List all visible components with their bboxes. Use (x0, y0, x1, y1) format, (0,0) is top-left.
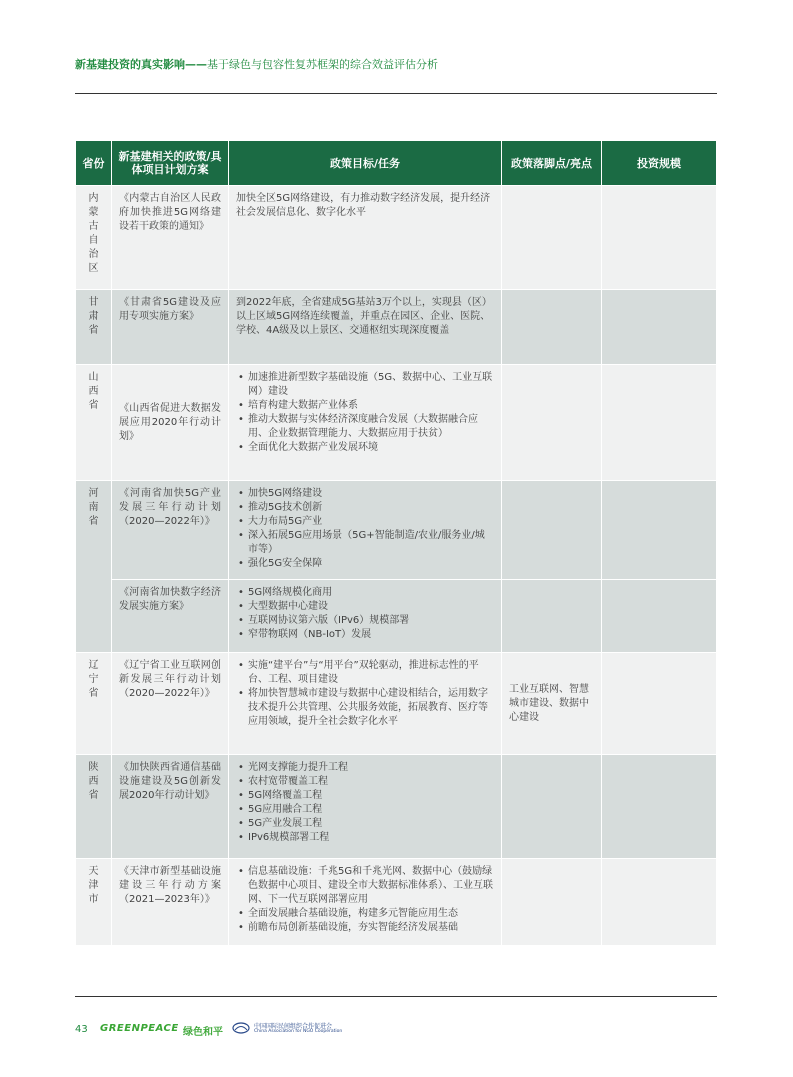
table-row (76, 186, 716, 289)
goal-item: • 实施“建平台”与“用平台”双轮驱动，推进标志性的平台、工程、项目建设 (236, 659, 494, 687)
goal-cell (229, 580, 501, 652)
table-row (76, 859, 716, 945)
page-number: 43 (75, 1024, 88, 1035)
policy-table (75, 140, 717, 946)
goal-item: • 全面优化大数据产业发展环境 (236, 441, 494, 455)
goal-item: • 加快5G网络建设 (236, 487, 494, 501)
province-cell: 河南省 (76, 481, 111, 652)
scale-cell (602, 365, 716, 480)
plan-cell: 《加快陕西省通信基础设施建设及5G创新发展2020年行动计划》 (112, 755, 228, 858)
header-goal: 政策目标/任务 (229, 141, 501, 185)
highlight-cell (502, 290, 601, 364)
table-row (76, 653, 716, 754)
goal-item: • 5G网络覆盖工程 (236, 789, 494, 803)
province-cell: 甘肃省 (76, 290, 111, 364)
goal-item: • 培育构建大数据产业体系 (236, 399, 494, 413)
header-plan: 新基建相关的政策/具体项目计划方案 (112, 141, 228, 185)
footer-divider (75, 996, 717, 997)
goal-item: • 5G网络规模化商用 (236, 586, 494, 600)
goal-item: • 推动大数据与实体经济深度融合发展（大数据融合应用、企业数据管理能力、大数据应用于扶贫） (236, 413, 494, 441)
goal-item: • 将加快智慧城市建设与数据中心建设相结合，运用数字技术提升公共管理、公共服务效能，拓展教育、医疗等应用领域，提升全社会数字化水平 (236, 687, 494, 729)
goal-item: • 信息基础设施：千兆5G和千兆光网、数据中心（鼓励绿色数据中心项目、建设全市大数据标准体系）、工业互联网、下一代互联网部署应用 (236, 865, 494, 907)
plan-cell: 《内蒙古自治区人民政府加快推进5G网络建设若干政策的通知》 (112, 186, 228, 289)
scale-cell (602, 859, 716, 945)
scale-cell (602, 290, 716, 364)
plan-cell: 《甘肃省5G建设及应用专项实施方案》 (112, 290, 228, 364)
header-title-bold: 新基建投资的真实影响—— (75, 58, 207, 71)
goal-item: • 窄带物联网（NB-IoT）发展 (236, 628, 494, 642)
goal-cell (229, 859, 501, 945)
scale-cell (602, 186, 716, 289)
goal-item: • 前瞻布局创新基础设施，夯实智能经济发展基础 (236, 921, 494, 935)
goal-item: • 强化5G安全保障 (236, 557, 494, 571)
scale-cell (602, 653, 716, 754)
table-header-row (76, 141, 716, 185)
goal-item: • 深入拓展5G应用场景（5G+智能制造/农业/服务业/城市等） (236, 529, 494, 557)
goal-item: • 5G产业发展工程 (236, 817, 494, 831)
highlight-cell (502, 186, 601, 289)
partner-name-cn: 中国国际民间组织合作促进会 (254, 1023, 333, 1030)
goal-item: • 全面发展融合基础设施，构建多元智能应用生态 (236, 907, 494, 921)
header-divider (75, 93, 717, 94)
goal-item: • 大型数据中心建设 (236, 600, 494, 614)
header-highlight: 政策落脚点/亮点 (502, 141, 601, 185)
goal-item: • 大力布局5G产业 (236, 515, 494, 529)
goal-item: • IPv6规模部署工程 (236, 831, 494, 845)
highlight-cell: 工业互联网、智慧城市建设、数据中心建设 (502, 653, 601, 754)
highlight-cell (502, 755, 601, 858)
header-title (75, 56, 438, 72)
scale-cell (602, 580, 716, 652)
goal-cell: 加快全区5G网络建设，有力推动数字经济发展，提升经济社会发展信息化、数字化水平 (229, 186, 501, 289)
goal-cell: 到2022年底，全省建成5G基站3万个以上，实现县（区）以上区域5G网络连续覆盖，并重点在园区、企业、医院、学校、4A级及以上景区、交通枢纽实现深度覆盖 (229, 290, 501, 364)
greenpeace-cn-logo: 绿色和平 (183, 1027, 223, 1038)
goal-cell (229, 653, 501, 754)
header-scale: 投资规模 (602, 141, 716, 185)
goal-item: • 农村宽带覆盖工程 (236, 775, 494, 789)
table-row (76, 290, 716, 364)
greenpeace-logo: GREENPEACE (100, 1023, 179, 1034)
province-cell: 山西省 (76, 365, 111, 480)
plan-cell: 《天津市新型基础设施建设三年行动方案（2021—2023年）》 (112, 859, 228, 945)
table-row (76, 481, 716, 579)
plan-cell: 《河南省加快5G产业发展三年行动计划（2020—2022年）》 (112, 481, 228, 579)
header-province: 省份 (76, 141, 111, 185)
province-cell: 天津市 (76, 859, 111, 945)
goal-item: • 互联网协议第六版（IPv6）规模部署 (236, 614, 494, 628)
province-cell: 内蒙古自治区 (76, 186, 111, 289)
table-row (76, 580, 716, 652)
scale-cell (602, 481, 716, 579)
goal-item: • 加速推进新型数字基础设施（5G、数据中心、工业互联网）建设 (236, 371, 494, 399)
table-row (76, 365, 716, 480)
highlight-cell (502, 580, 601, 652)
goal-cell (229, 755, 501, 858)
province-cell: 辽宁省 (76, 653, 111, 754)
highlight-cell (502, 859, 601, 945)
highlight-cell (502, 481, 601, 579)
goal-cell (229, 365, 501, 480)
scale-cell (602, 755, 716, 858)
header-title-rest: 基于绿色与包容性复苏框架的综合效益评估分析 (207, 58, 438, 71)
goal-item: • 5G应用融合工程 (236, 803, 494, 817)
goal-cell (229, 481, 501, 579)
plan-cell: 《山西省促进大数据发展应用2020年行动计划》 (112, 365, 228, 480)
table-row (76, 755, 716, 858)
province-cell: 陕西省 (76, 755, 111, 858)
plan-cell: 《辽宁省工业互联网创新发展三年行动计划（2020—2022年）》 (112, 653, 228, 754)
partner-name-en: China Association for NGO Cooperation (254, 1029, 343, 1034)
goal-item: • 推动5G技术创新 (236, 501, 494, 515)
highlight-cell (502, 365, 601, 480)
plan-cell: 《河南省加快数字经济发展实施方案》 (112, 580, 228, 652)
partner-logo-icon (232, 1022, 250, 1034)
goal-item: • 光网支撑能力提升工程 (236, 761, 494, 775)
